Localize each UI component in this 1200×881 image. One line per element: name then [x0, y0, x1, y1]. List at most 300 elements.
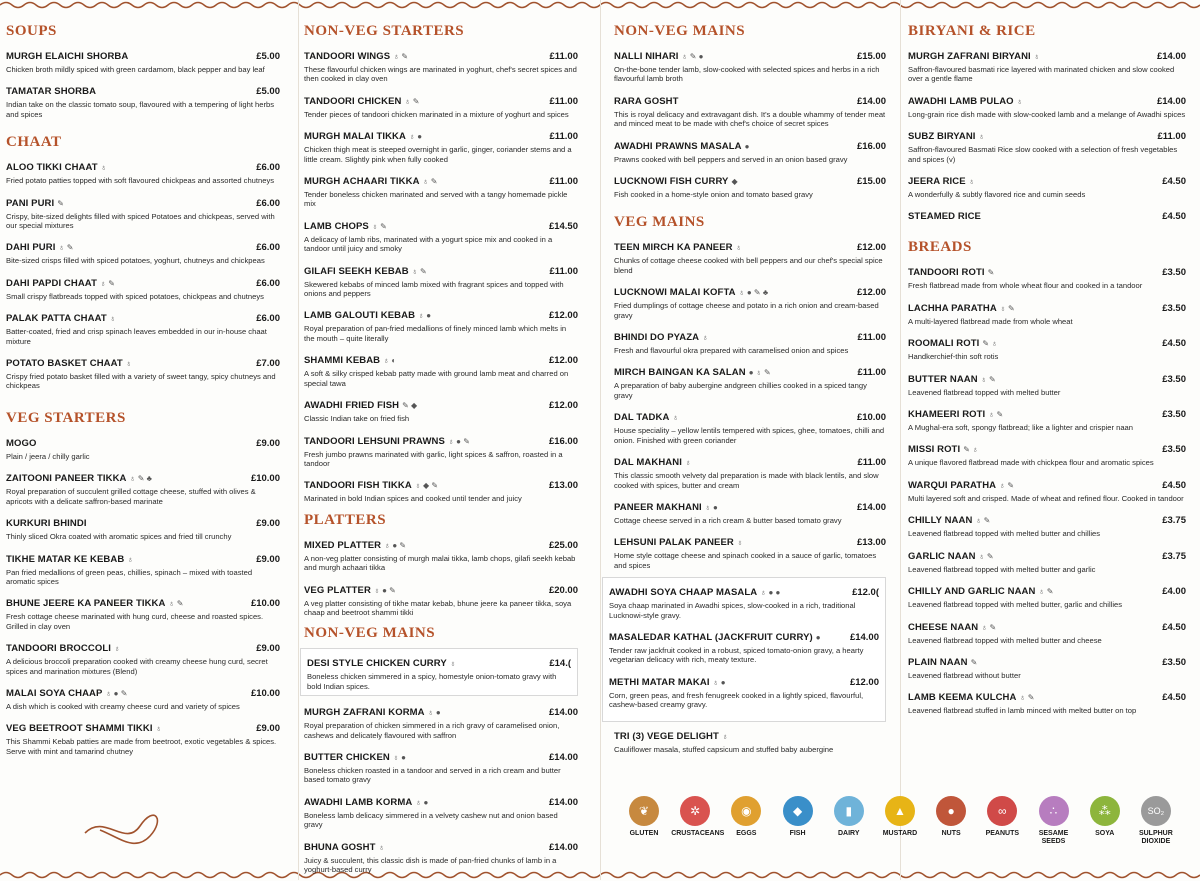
menu-item: [908, 206, 1186, 224]
menu-item-description: This is royal delicacy and extravagant dish. It's a double whammy of tender meat and minced meat to be made with chef's choice of secret spices: [614, 109, 886, 129]
menu-item-title: [304, 837, 384, 855]
allergen-label: SESAME SEEDS: [1038, 830, 1069, 845]
allergen-label: MUSTARD: [882, 830, 918, 837]
menu-item-price: £12.00: [548, 400, 578, 412]
menu-item: [614, 532, 886, 570]
menu-item-description: A Mughal-era soft, spongy flatbread; like a lighter and crispier naan: [908, 423, 1133, 433]
allergen-icons: ●: [744, 141, 750, 151]
menu-item-price: £20.00: [548, 584, 578, 596]
menu-item-name: MOGO: [6, 437, 37, 449]
menu-item-price: £4.50: [1162, 692, 1186, 704]
menu-item: [6, 81, 280, 119]
menu-item-price: £14.00: [856, 95, 886, 107]
menu-item-price: £9.00: [256, 723, 280, 735]
menu-item-price: £3.50: [1162, 302, 1186, 314]
allergen-item: [774, 796, 822, 846]
menu-item-name: TEEN MIRCH KA PANEER: [614, 242, 733, 254]
menu-item-description: Skewered kebabs of minced lamb mixed with fragrant spices and topped with onions and peppers: [304, 279, 564, 299]
menu-item-name: STEAMED RICE: [908, 211, 981, 223]
menu-item: [304, 535, 578, 573]
menu-item-name: CHILLY AND GARLIC NAAN: [908, 586, 1036, 598]
menu-item-row: [304, 91, 578, 109]
allergen-icons: ♁: [155, 724, 162, 734]
allergen-icons: ♁ ◐: [383, 356, 397, 366]
menu-item-description: Fish cooked in a home-style onion and tomato based gravy: [614, 190, 813, 200]
sesame-icon: ∴: [1039, 796, 1069, 826]
allergen-item: [927, 796, 975, 846]
menu-item-price: £11.00: [549, 265, 578, 277]
menu-section: [609, 577, 886, 754]
menu-item-row: [908, 91, 1186, 109]
menu-column-3: [609, 22, 886, 761]
allergen-icons: ♁: [735, 243, 742, 253]
menu-item: [908, 652, 1186, 680]
menu-item-price: £3.50: [1162, 656, 1186, 668]
menu-item-price: £9.00: [256, 643, 280, 655]
menu-item-description: Tender boneless chicken marinated and served with a tangy homemade pickle mix: [304, 190, 568, 209]
fish-icon: ◆: [783, 796, 813, 826]
menu-item-title: [6, 193, 64, 211]
section-heading: SOUPS: [6, 23, 57, 39]
allergen-item: [1030, 796, 1078, 846]
menu-item-name: LAMB CHOPS: [304, 220, 369, 232]
menu-item-name: TANDOORI BROCCOLI: [6, 643, 111, 655]
menu-item-description: Leavened flatbread topped with melted butter: [908, 387, 1061, 397]
menu-item-price: £6.00: [256, 242, 280, 254]
menu-item-price: £11.00: [1157, 131, 1186, 143]
menu-item-description: Boneless lamb delicacy simmered in a velvety cashew nut and onion based gravy: [304, 810, 558, 830]
menu-item-description: Chicken thigh meat is steeped overnight in garlic, ginger, coriander stems and a little cream. Slightly pink when fully cooked: [304, 145, 572, 164]
menu-section: [908, 22, 1186, 224]
menu-item-title: [614, 237, 742, 255]
menu-item-description: Leavened flatbread topped with melted butter and chillies: [908, 529, 1101, 539]
menu-item-price: £15.00: [856, 176, 886, 188]
menu-item-row: [908, 652, 1186, 670]
allergen-icons: ♁ ✎: [981, 622, 997, 632]
menu-item-name: METHI MATAR MAKAI: [609, 676, 710, 688]
menu-item: [614, 327, 886, 355]
menu-item-title: [908, 581, 1053, 599]
menu-item-name: ZAITOONI PANEER TIKKA: [6, 473, 127, 485]
menu-item: [908, 126, 1186, 164]
allergen-icons: ♁ ● ✎ ♣: [738, 288, 769, 298]
menu-item-title: [6, 237, 73, 255]
menu-item-name: AWADHI PRAWNS MASALA: [614, 140, 742, 152]
allergen-icons: ♁ ✎: [975, 516, 991, 526]
menu-item-row: [6, 353, 280, 371]
egg-icon: ◉: [731, 796, 761, 826]
menu-item-price: £14.00: [548, 707, 578, 719]
allergen-icons: ♁: [127, 554, 134, 564]
menu-item-title: [6, 308, 116, 326]
allergen-item: [1081, 796, 1129, 846]
menu-item-name: TIKHE MATAR KE KEBAB: [6, 553, 125, 565]
allergen-icons: ♁ ● ✎: [384, 540, 407, 550]
menu-item: [6, 593, 280, 631]
fold-line: [900, 0, 901, 880]
menu-item-name: TANDOORI LEHSUNI PRAWNS: [304, 435, 445, 447]
menu-item: [304, 171, 578, 209]
allergen-icons: ♁ ✎: [978, 551, 994, 561]
menu-item-price: £4.50: [1162, 479, 1186, 491]
section-heading: NON-VEG MAINS: [614, 23, 746, 39]
menu-item-title: [6, 549, 133, 567]
menu-item: [307, 653, 571, 691]
menu-item-description: A wonderfully & subtly flavored rice and cumin seeds: [908, 190, 1086, 200]
menu-item-description: A preparation of baby aubergine andgreen chillies cooked in a spiced tangy gravy: [614, 381, 867, 400]
menu-item-description: This Shammi Kebab patties are made from beetroot, exotic vegetables & spices. Serve with mint and tamarind chutney: [6, 737, 277, 756]
menu-item-title: [908, 617, 996, 635]
menu-item-name: GARLIC NAAN: [908, 550, 976, 562]
allergen-item: [671, 796, 725, 846]
menu-item-description: Cauliflower masala, stuffed capsicum and stuffed baby aubergine: [614, 744, 834, 754]
menu-item-price: £3.50: [1162, 444, 1186, 456]
menu-item-name: PANEER MAKHANI: [614, 501, 702, 513]
menu-item-name: LAMB KEEMA KULCHA: [908, 692, 1017, 704]
menu-item-price: £14.00: [1156, 95, 1186, 107]
menu-item-row: [908, 475, 1186, 493]
menu-item-row: [614, 46, 886, 64]
menu-item-price: £9.00: [256, 553, 280, 565]
allergen-label: NUTS: [941, 830, 961, 837]
menu-item-price: £16.00: [856, 140, 886, 152]
allergen-icons: ✎ ♁: [963, 445, 979, 455]
menu-item: [304, 475, 578, 503]
menu-item-title: [908, 206, 981, 224]
menu-item-price: £14.00: [548, 751, 578, 763]
allergen-icons: ♁: [449, 659, 456, 669]
allergen-legend: [620, 796, 1180, 846]
menu-item-description: Fresh jumbo prawns marinated with garlic, light spices & saffron, roasted in a tandoor: [304, 449, 563, 468]
allergen-label: FISH: [789, 830, 806, 837]
menu-item-row: [304, 216, 578, 234]
allergen-icons: ♁ ✎ ♣: [129, 474, 152, 484]
menu-item-title: [614, 452, 691, 470]
menu-item: [6, 433, 280, 461]
menu-item-price: £11.00: [857, 332, 886, 344]
menu-item-name: BHUNE JEERE KA PANEER TIKKA: [6, 598, 166, 610]
menu-item-title: [908, 687, 1034, 705]
allergen-item: [620, 796, 668, 846]
menu-item: [908, 687, 1186, 715]
allergen-icons: ♁ ✎: [371, 221, 387, 231]
menu-section: [908, 238, 1186, 715]
allergen-icons: ♁: [113, 644, 120, 654]
menu-item-row: [304, 171, 578, 189]
menu-item-title: [908, 404, 1003, 422]
menu-item-description: Leavened flatbread stuffed in lamb minced with melted butter on top: [908, 706, 1137, 716]
menu-item: [6, 513, 280, 541]
menu-item-price: £4.50: [1162, 621, 1186, 633]
menu-item-title: [614, 171, 738, 189]
menu-item: [6, 683, 280, 711]
menu-section: [614, 213, 886, 570]
allergen-icons: ♁ ● ✎: [105, 688, 128, 698]
allergen-icons: ♁: [109, 314, 116, 324]
menu-item-price: £6.00: [256, 197, 280, 209]
allergen-icons: ♁ ✎: [168, 599, 184, 609]
allergen-icons: ♁: [125, 359, 132, 369]
menu-item-description: Plain / jeera / chilly garlic: [6, 451, 90, 461]
allergen-icons: ♁ ✎: [393, 52, 409, 61]
menu-item-title: [304, 261, 427, 279]
menu-item-row: [614, 282, 886, 300]
menu-item: [908, 262, 1186, 290]
menu-item: [614, 452, 886, 490]
menu-item-description: Saffron-flavoured Basmati Rice slow cooked with a selection of fresh vegetables and spices (v): [908, 145, 1178, 164]
menu-item-name: DAL MAKHANI: [614, 457, 682, 469]
allergen-icons: ♁: [736, 538, 743, 548]
menu-item-name: MALAI SOYA CHAAP: [6, 687, 103, 699]
allergen-icons: ♁: [702, 333, 709, 343]
menu-item-description: Leavened flatbread topped with melted butter, garlic and chillies: [908, 600, 1123, 610]
menu-item-price: £12.0(: [852, 587, 879, 599]
menu-item-row: [908, 262, 1186, 280]
menu-item-price: £11.00: [857, 457, 886, 469]
allergen-icons: ✎: [987, 268, 995, 278]
menu-item-title: [908, 298, 1015, 316]
menu-item-name: GILAFI SEEKH KEBAB: [304, 265, 409, 277]
mustard-icon: ▲: [885, 796, 915, 826]
sulphur-icon: SO₂: [1141, 796, 1171, 826]
menu-item: [304, 350, 578, 388]
menu-item-title: [614, 497, 718, 515]
menu-item-row: [6, 718, 280, 736]
menu-item-price: £6.00: [256, 313, 280, 325]
menu-item-title: [908, 46, 1040, 64]
allergen-icons: ♁ ●: [712, 677, 726, 687]
menu-item: [6, 468, 280, 506]
menu-item-description: Fresh flatbread made from whole wheat flour and cooked in a tandoor: [908, 281, 1143, 291]
menu-item: [908, 369, 1186, 397]
menu-item-row: [614, 452, 886, 470]
menu-item-row: [304, 395, 578, 413]
menu-item-name: MURGH ELAICHI SHORBA: [6, 51, 129, 62]
insert-box: [602, 577, 886, 721]
menu-item: [908, 91, 1186, 119]
menu-item-price: £3.50: [1162, 373, 1186, 385]
nuts-icon: ●: [936, 796, 966, 826]
menu-item-row: [614, 407, 886, 425]
menu-item-price: £5.00: [256, 51, 280, 62]
allergen-icons: ♁: [672, 413, 679, 423]
menu-item-title: [304, 431, 470, 449]
menu-section: [304, 624, 578, 874]
menu-item-description: Thinly sliced Okra coated with aromatic spices and fried till crunchy: [6, 532, 232, 542]
menu-item-title: [304, 91, 419, 109]
menu-item-description: Crispy, bite-sized delights filled with spiced Potatoes and chickpeas, served with our special mixtures: [6, 211, 275, 231]
menu-item-name: MIRCH BAINGAN KA SALAN: [614, 367, 746, 379]
menu-item-title: [304, 171, 437, 189]
menu-item-description: A veg platter consisting of tikhe matar kebab, bhune jeere ka paneer tikka, soya chaap and beetroot shammi tikki: [304, 598, 572, 617]
menu-item: [614, 237, 886, 275]
menu-item-title: [304, 702, 441, 720]
allergen-icons: ♁: [721, 731, 728, 741]
menu-item: [304, 395, 578, 423]
menu-item-description: Saffron-flavoured basmati rice layered with marinated chicken and slow cooked over a gentle flame: [908, 65, 1175, 84]
menu-item-description: A unique flavored flatbread made with chickpea flour and aromatic spices: [908, 458, 1154, 468]
menu-item-price: £11.00: [549, 51, 578, 62]
menu-item: [614, 726, 886, 754]
menu-item-title: [908, 652, 977, 670]
menu-item-name: TANDOORI ROTI: [908, 267, 985, 279]
menu-item-name: WARQUI PARATHA: [908, 479, 997, 491]
menu-item: [304, 747, 578, 785]
menu-item-row: [304, 580, 578, 598]
menu-item: [609, 672, 879, 710]
menu-item-name: MURGH ZAFRANI KORMA: [304, 707, 425, 719]
allergen-item: [978, 796, 1026, 846]
menu-item-row: [609, 627, 879, 645]
menu-section: [614, 22, 886, 199]
menu-item-title: [614, 407, 678, 425]
menu-item-price: £14.(: [549, 658, 571, 670]
menu-item-title: [6, 81, 96, 99]
menu-item: [6, 718, 280, 756]
menu-section: [6, 409, 280, 756]
menu-item-price: £11.00: [549, 95, 578, 107]
menu-item: [908, 46, 1186, 84]
menu-item: [304, 837, 578, 875]
menu-item-name: VEG PLATTER: [304, 584, 371, 596]
menu-item-name: BHINDI DO PYAZA: [614, 332, 700, 344]
menu-item-row: [304, 535, 578, 553]
allergen-icons: ♁ ✎: [980, 374, 996, 384]
menu-item-name: ALOO TIKKI CHAAT: [6, 162, 98, 174]
menu-item: [6, 46, 280, 74]
menu-item-title: [908, 262, 994, 280]
menu-item-title: [908, 333, 997, 351]
menu-item: [304, 580, 578, 618]
menu-item-title: [6, 638, 120, 656]
menu-item-title: [609, 627, 821, 645]
menu-item-description: Multi layered soft and crisped. Made of wheat and refined flour. Cooked in tandoor: [908, 493, 1184, 503]
menu-item-row: [6, 273, 280, 291]
menu-item-name: TANDOORI CHICKEN: [304, 95, 402, 107]
allergen-icons: ✎: [970, 657, 978, 667]
menu-item-name: PLAIN NAAN: [908, 656, 968, 668]
menu-item-name: DAHI PURI: [6, 242, 56, 254]
menu-item-description: Tender raw jackfruit cooked in a robust, spiced tomato-onion gravy, a hearty vegetarian delicacy with rich, meaty texture.: [609, 645, 864, 665]
menu-item-row: [908, 298, 1186, 316]
menu-item-description: Home style cottage cheese and spinach cooked in a sauce of garlic, tomatoes and spices: [614, 551, 877, 570]
allergen-icons: ♁ ✎: [1019, 693, 1035, 703]
allergen-icons: ● ♁ ✎: [748, 368, 771, 378]
menu-item-title: [304, 216, 387, 234]
menu-item-row: [614, 237, 886, 255]
menu-item-row: [6, 468, 280, 486]
menu-item: [614, 407, 886, 445]
menu-item-description: Boneless chicken simmered in a spicy, homestyle onion-tomato gravy with bold Indian spices.: [307, 672, 557, 691]
menu-item-name: ROOMALI ROTI: [908, 338, 980, 350]
menu-item-name: MURGH ACHAARI TIKKA: [304, 176, 420, 188]
menu-item-description: This classic smooth velvety dal preparation is made with black lentils, and slow cooked with spices, butter and cream: [614, 471, 879, 490]
menu-item-name: AWADHI LAMB KORMA: [304, 796, 413, 808]
menu-item-row: [6, 193, 280, 211]
menu-item-description: A soft & silky crisped kebab patty made with ground lamb meat and charred on special tawa: [304, 369, 569, 388]
menu-item-price: £10.00: [250, 687, 280, 699]
menu-item-title: [304, 46, 408, 64]
menu-item-row: [6, 638, 280, 656]
menu-item-title: [908, 126, 985, 144]
menu-item-row: [614, 726, 886, 744]
menu-item-description: A delicious broccoli preparation cooked with creamy cheese hung curd, secret spices and marination mixtures (Blend): [6, 657, 268, 676]
menu-item-name: SHAMMI KEBAB: [304, 355, 381, 367]
menu-item: [609, 627, 879, 665]
menu-item-description: House speciality – yellow lentils tempered with spices, ghee, tomatoes, chilli and onion. Finished with green coriander: [614, 426, 885, 445]
menu-item-description: Royal preparation of succulent grilled cottage cheese, stuffed with olives & apricots with a delicate saffron-based marinate: [6, 487, 256, 506]
allergen-icons: ✎ ♁: [982, 339, 998, 349]
menu-item: [614, 362, 886, 400]
menu-item-row: [908, 404, 1186, 422]
menu-item: [614, 171, 886, 199]
menu-item: [6, 237, 280, 265]
menu-item-price: £12.00: [856, 242, 886, 254]
allergen-icons: ♁ ◆ ✎: [414, 481, 439, 491]
section-heading: CHAAT: [6, 134, 62, 151]
allergen-icons: ♁ ✎: [58, 243, 74, 253]
menu-item-name: PANI PURI: [6, 197, 55, 209]
menu-item-description: Prawns cooked with bell peppers and served in an onion based gravy: [614, 154, 848, 164]
menu-item-description: Chicken broth mildly spiced with green cardamom, black pepper and bay leaf: [6, 65, 265, 74]
menu-item-name: CHILLY NAAN: [908, 515, 973, 527]
section-heading: BREADS: [908, 239, 972, 256]
menu-item-description: Leavened flatbread topped with melted butter and cheese: [908, 635, 1102, 645]
menu-item-title: [908, 439, 978, 457]
menu-item-name: TANDOORI FISH TIKKA: [304, 480, 412, 492]
menu-item-row: [908, 171, 1186, 189]
menu-item-title: [6, 513, 87, 531]
menu-item-name: AWADHI LAMB PULAO: [908, 95, 1014, 107]
menu-item-title: [304, 126, 422, 144]
menu-item: [304, 216, 578, 254]
menu-item: [304, 261, 578, 299]
menu-item-row: [614, 497, 886, 515]
menu-item-title: [6, 46, 128, 64]
menu-item-description: A delicacy of lamb ribs, marinated with a yogurt spice mix and cooked in a tandoor until juicy and smoky: [304, 234, 553, 254]
menu-item-title: [614, 726, 728, 744]
menu-item-name: LEHSUNI PALAK PANEER: [614, 537, 734, 549]
menu-item-description: Chunks of cottage cheese cooked with bell peppers and our chef's special spice blend: [614, 256, 883, 275]
wheat-icon: ❦: [629, 796, 659, 826]
allergen-icons: ♁ ✎: [999, 480, 1015, 490]
menu-item-description: Classic Indian take on fried fish: [304, 414, 410, 424]
menu-item-title: [304, 792, 428, 810]
allergen-label: DAIRY: [837, 830, 860, 837]
menu-item-title: [908, 369, 996, 387]
menu-item-name: AWADHI SOYA CHAAP MASALA: [609, 587, 758, 599]
menu-item: [908, 510, 1186, 538]
menu-item-price: £10.00: [250, 598, 280, 610]
menu-item-name: DAL TADKA: [614, 412, 670, 424]
menu-item-row: [614, 136, 886, 154]
menu-item-price: £9.00: [256, 518, 280, 530]
menu-item-description: These flavourful chicken wings are marinated in yoghurt, chef's secret spices and then cooked in clay oven: [304, 65, 577, 84]
menu-item-price: £3.50: [1162, 267, 1186, 279]
menu-item-price: £14.50: [548, 220, 578, 232]
allergen-icons: ♁ ●: [704, 502, 718, 512]
menu-item-title: [614, 327, 708, 345]
menu-item-description: Fried dumplings of cottage cheese and potato in a rich onion and cream-based gravy: [614, 301, 879, 320]
menu-item-row: [304, 792, 578, 810]
menu-item: [304, 702, 578, 740]
menu-item-title: [614, 532, 743, 550]
menu-item-description: Cottage cheese served in a rich cream & butter based tomato gravy: [614, 515, 842, 525]
menu-item-price: £16.00: [548, 435, 578, 447]
allergen-icons: ♁ ✎: [422, 177, 438, 187]
allergen-label: GLUTEN: [629, 830, 659, 837]
menu-item-name: SUBZ BIRYANI: [908, 131, 976, 143]
